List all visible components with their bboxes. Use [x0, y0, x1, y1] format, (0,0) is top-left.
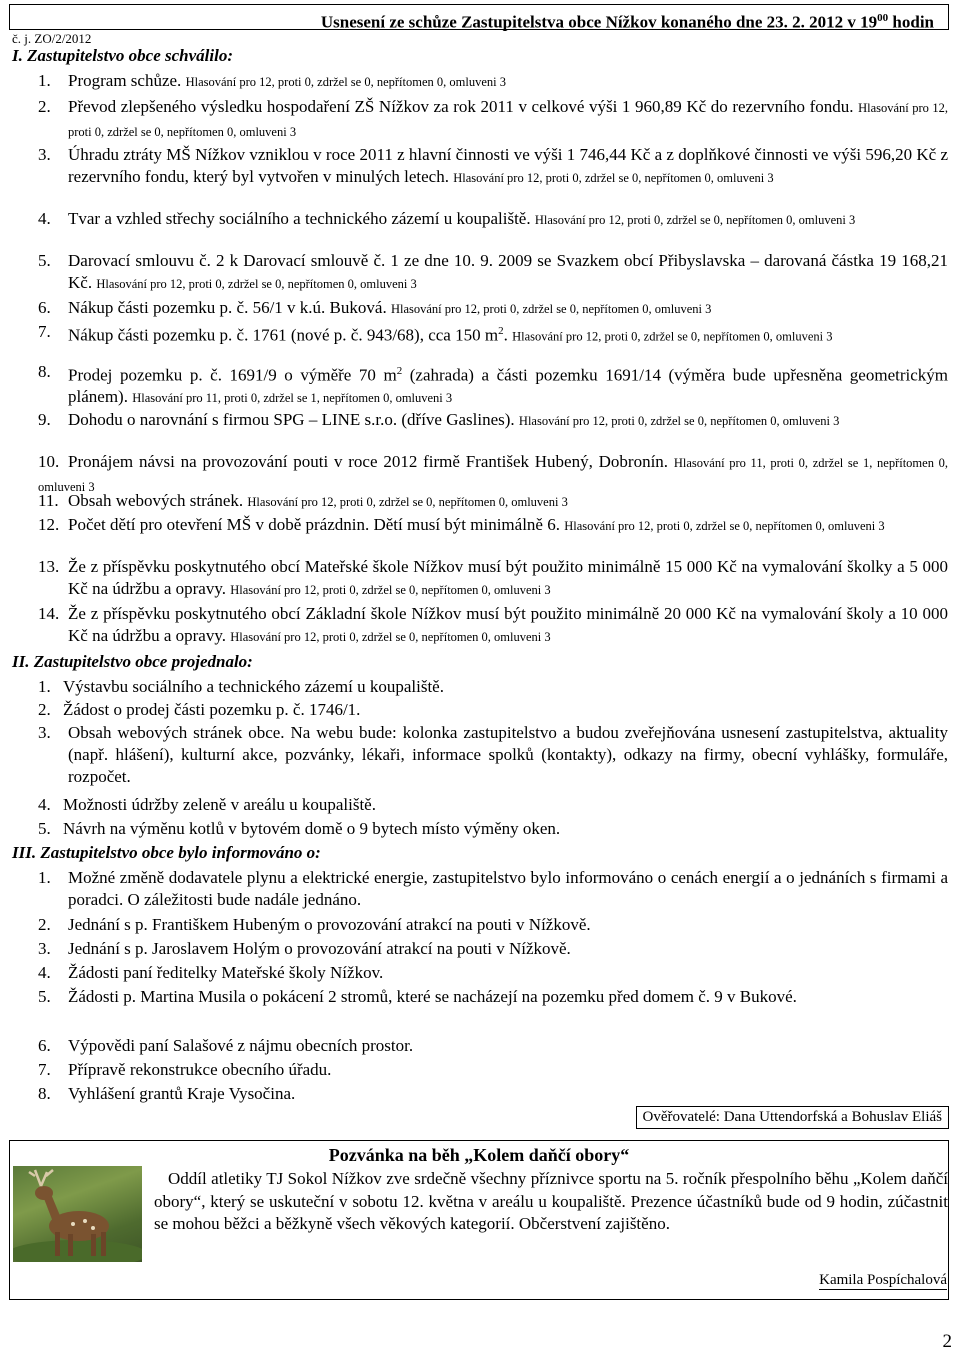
section-1-item — [38, 603, 948, 648]
deer-icon — [13, 1166, 142, 1262]
item-text: Prodej pozemku p. č. 1691/9 o výměře 70 m — [68, 365, 397, 385]
vote-result: Hlasování pro 12, proti 0, zdržel se 0, nepřítomen 0, omluveni 3 — [534, 213, 856, 227]
document-reference: č. j. ZO/2/2012 — [12, 31, 92, 46]
item-number: 4. — [38, 963, 51, 982]
vote-result: Hlasování pro 12, proti 0, zdržel se 0, nepřítomen 0, omluveni 3 — [518, 414, 840, 428]
item-text: Darovací smlouvu č. 2 k Darovací smlouvě č. 1 ze dne 10. 9. 2009 se Svazkem obcí Přibyslavska – darovaná částka 19 168,21 Kč. — [68, 251, 948, 292]
item-number: 1. — [38, 868, 51, 887]
section-1-item — [38, 490, 948, 514]
item-text: Výpovědi paní Salašové z nájmu obecních prostor. — [68, 1036, 414, 1055]
item-number: 2. — [38, 915, 51, 934]
item-number: 1. — [38, 677, 51, 696]
vote-result: Hlasování pro 11, proti 0, zdržel se 1, nepřítomen 0, omluveni 3 — [38, 456, 948, 494]
item-number: 1. — [38, 71, 51, 90]
section-3-item — [38, 1035, 948, 1057]
item-text: Obsah webových stránek. — [68, 491, 248, 510]
section-3-item — [38, 1083, 948, 1105]
section-1-item — [38, 297, 948, 321]
item-text: Úhradu ztráty MŠ Nížkov vzniklou v roce 2011 z hlavní činnosti ve výši 1 746,44 Kč a z doplňkové činnosti ve výši 596,20 Kč z rezervního fondu, který byl vytvořen v minulých letech. — [68, 145, 948, 186]
item-text: Možnosti údržby zeleně v areálu u koupaliště. — [63, 795, 376, 814]
item-text: Že z příspěvku poskytnutého obcí Mateřské škole Nížkov musí být použito minimálně 15 000 Kč na vymalování školky a 5 000 Kč na údržbu a opravy. — [68, 557, 948, 598]
vote-result: Hlasování pro 12, proti 0, zdržel se 0, nepřítomen 0, omluveni 3 — [453, 170, 774, 185]
item-text: Možné změně dodavatele plynu a elektrické energie, zastupitelstvo bylo informováno o cenách energií a o jednáních s firmami a poradci. O záležitosti bude nadále jednáno. — [68, 868, 948, 909]
item-number: 6. — [38, 298, 51, 317]
item-text: Výstavbu sociálního a technického zázemí u koupaliště. — [63, 677, 444, 696]
section-3-item — [38, 914, 948, 936]
section-2-item — [38, 676, 948, 698]
header-title-text: Usnesení ze schůze Zastupitelstva obce Nížkov konaného dne 23. 2. 2012 v 19 — [320, 12, 878, 32]
item-text: Pronájem návsi na provozování pouti v roce 2012 firmě František Hubený, Dobronín. — [68, 452, 674, 471]
item-number: 7. — [38, 322, 51, 341]
invitation-title: Pozvánka na běh „Kolem daňčí obory“ — [328, 1145, 630, 1165]
item-number: 3. — [38, 939, 51, 958]
superscript: 2 — [396, 365, 403, 377]
item-number: 4. — [38, 209, 51, 228]
item-number: 3. — [38, 145, 51, 164]
item-text: Počet dětí pro otevření MŠ v době prázdnin. Dětí musí být minimálně 6. — [68, 515, 565, 534]
vote-result: Hlasování pro 12, proti 0, zdržel se 0, nepřítomen 0, omluveni 3 — [230, 582, 551, 597]
item-number: 8. — [38, 362, 51, 381]
item-text: Tvar a vzhled střechy sociálního a technického zázemí u koupaliště. — [68, 209, 535, 228]
section-1-item — [38, 144, 948, 189]
vote-result: Hlasování pro 12, proti 0, zdržel se 0, nepřítomen 0, omluveni 3 — [564, 519, 885, 533]
section-2-item — [38, 699, 948, 721]
section-1-item — [38, 409, 948, 433]
item-number: 2. — [38, 97, 51, 116]
vote-result: Hlasování pro 12, proti 0, zdržel se 0, nepřítomen 0, omluveni 3 — [185, 75, 506, 89]
section-2-item — [38, 794, 948, 816]
item-number: 11. — [38, 491, 59, 510]
vote-result: Hlasování pro 12, proti 0, zdržel se 0, nepřítomen 0, omluveni 3 — [230, 629, 551, 644]
item-text-end: (zahrada) a části pozemku 1691/14 (výměra bude upřesněna geometrickým plánem). — [68, 365, 948, 407]
section-3-title: III. Zastupitelstvo obce bylo informováno o: — [12, 843, 321, 862]
item-text: Nákup části pozemku p. č. 56/1 v k.ú. Buková. — [68, 298, 391, 317]
section-1-item — [38, 96, 948, 143]
section-3-item — [38, 986, 948, 1008]
section-2-title: II. Zastupitelstvo obce projednalo: — [12, 652, 253, 671]
section-1-item — [38, 250, 948, 295]
section-3-item — [38, 938, 948, 960]
section-2-item — [38, 818, 948, 840]
header-title-sup: 00 — [877, 12, 889, 24]
item-text: Obsah webových stránek obce. Na webu bude: kolonka zastupitelstvo a budou zveřejňována usnesení zastupitelstva, aktuality (např. hlášení), kulturní akce, pozvánky, lékaři, informace spolků (kontakty), odkazy na firmy, obecní vyhlášky, formuláře, rozpočet. — [68, 723, 948, 786]
section-1-item — [38, 514, 948, 538]
item-number: 14. — [38, 604, 60, 623]
page-number: 2 — [942, 1331, 952, 1352]
vote-result: Hlasování pro 11, proti 0, zdržel se 1, nepřítomen 0, omluveni 3 — [132, 391, 453, 406]
item-text: Že z příspěvku poskytnutého obcí Základní škole Nížkov musí být použito minimálně 20 000 Kč na vymalování školy a 10 000 Kč na údržbu a opravy. — [68, 604, 948, 645]
section-1-title: I. Zastupitelstvo obce schválilo: — [12, 46, 233, 65]
item-text: Žádost o prodej části pozemku p. č. 1746/1. — [63, 700, 361, 719]
item-number: 4. — [38, 795, 51, 814]
item-number: 3. — [38, 723, 51, 742]
vote-result: Hlasování pro 12, proti 0, zdržel se 0, nepřítomen 0, omluveni 3 — [512, 329, 833, 344]
item-text: Přípravě rekonstrukce obecního úřadu. — [68, 1060, 332, 1079]
vote-result: Hlasování pro 12, proti 0, zdržel se 0, nepřítomen 0, omluveni 3 — [390, 302, 712, 316]
item-number: 2. — [38, 700, 51, 719]
item-number: 13. — [38, 557, 60, 576]
item-text: Nákup části pozemku p. č. 1761 (nové p. č. 943/68), cca 150 m — [68, 325, 499, 345]
section-1-item — [38, 556, 948, 601]
item-text: Jednání s p. Jaroslavem Holým o provozování atrakcí na pouti v Nížkově. — [68, 939, 571, 958]
item-text: Dohodu o narovnání s firmou SPG – LINE s.r.o. (dříve Gaslines). — [68, 410, 519, 429]
item-text: Převod zlepšeného výsledku hospodaření ZŠ Nížkov za rok 2011 v celkové výši 1 960,89 Kč do rezervního fondu. — [68, 97, 859, 116]
item-number: 8. — [38, 1084, 51, 1103]
vote-result: Hlasování pro 12, proti 0, zdržel se 0, nepřítomen 0, omluveni 3 — [247, 495, 568, 509]
invitation-author: Kamila Pospíchalová — [819, 1272, 947, 1288]
superscript: 2 — [498, 325, 504, 337]
item-text-end: . — [503, 325, 513, 345]
vote-result: Hlasování pro 12, proti 0, zdržel se 0, nepřítomen 0, omluveni 3 — [96, 276, 417, 291]
verifiers-box: Ověřovatelé: Dana Uttendorfská a Bohuslav Eliáš — [636, 1106, 950, 1129]
item-text: Jednání s p. Františkem Hubeným o provozování atrakcí na pouti v Nížkově. — [68, 915, 591, 934]
section-1-item — [38, 208, 948, 232]
section-1-item — [38, 321, 948, 348]
section-1-item — [38, 361, 948, 410]
item-text: Návrh na výměnu kotlů v bytovém domě o 9 bytech místo výměny oken. — [63, 819, 561, 838]
section-3-item — [38, 962, 948, 984]
item-number: 12. — [38, 515, 60, 534]
invitation-text: Oddíl atletiky TJ Sokol Nížkov zve srdečně všechny příznivce sportu na 5. ročník přespolního běhu „Kolem daňčí obory“, který se uskuteční v sobotu 12. května v areálu u koupaliště. Prezence účastníků bude od 9 hodin, zúčastnit se mohou běžci a běžkyně všech věkových kategorií. Občerstvení zajištěno. — [154, 1169, 948, 1233]
section-2-item — [38, 722, 948, 788]
item-text: Program schůze. — [68, 71, 186, 90]
section-3-item — [38, 1059, 948, 1081]
header-title — [9, 4, 949, 30]
item-number: 6. — [38, 1036, 51, 1055]
item-text: Vyhlášení grantů Kraje Vysočina. — [68, 1084, 296, 1103]
vote-result: Hlasování pro 12, proti 0, zdržel se 0, nepřítomen 0, omluveni 3 — [68, 101, 948, 139]
deer-photo — [13, 1166, 142, 1262]
item-text: Žádosti paní ředitelky Mateřské školy Nížkov. — [68, 963, 384, 982]
item-number: 5. — [38, 251, 51, 270]
section-3-item — [38, 867, 948, 911]
header-title-end: hodin — [888, 12, 934, 32]
item-number: 5. — [38, 819, 51, 838]
item-number: 10. — [38, 452, 60, 471]
item-number: 5. — [38, 987, 51, 1006]
section-1-item — [38, 70, 948, 94]
item-number: 9. — [38, 410, 51, 429]
item-text: Žádosti p. Martina Musila o pokácení 2 stromů, které se nacházejí na pozemku před domem č. 9 v Bukové. — [68, 987, 797, 1006]
item-number: 7. — [38, 1060, 51, 1079]
